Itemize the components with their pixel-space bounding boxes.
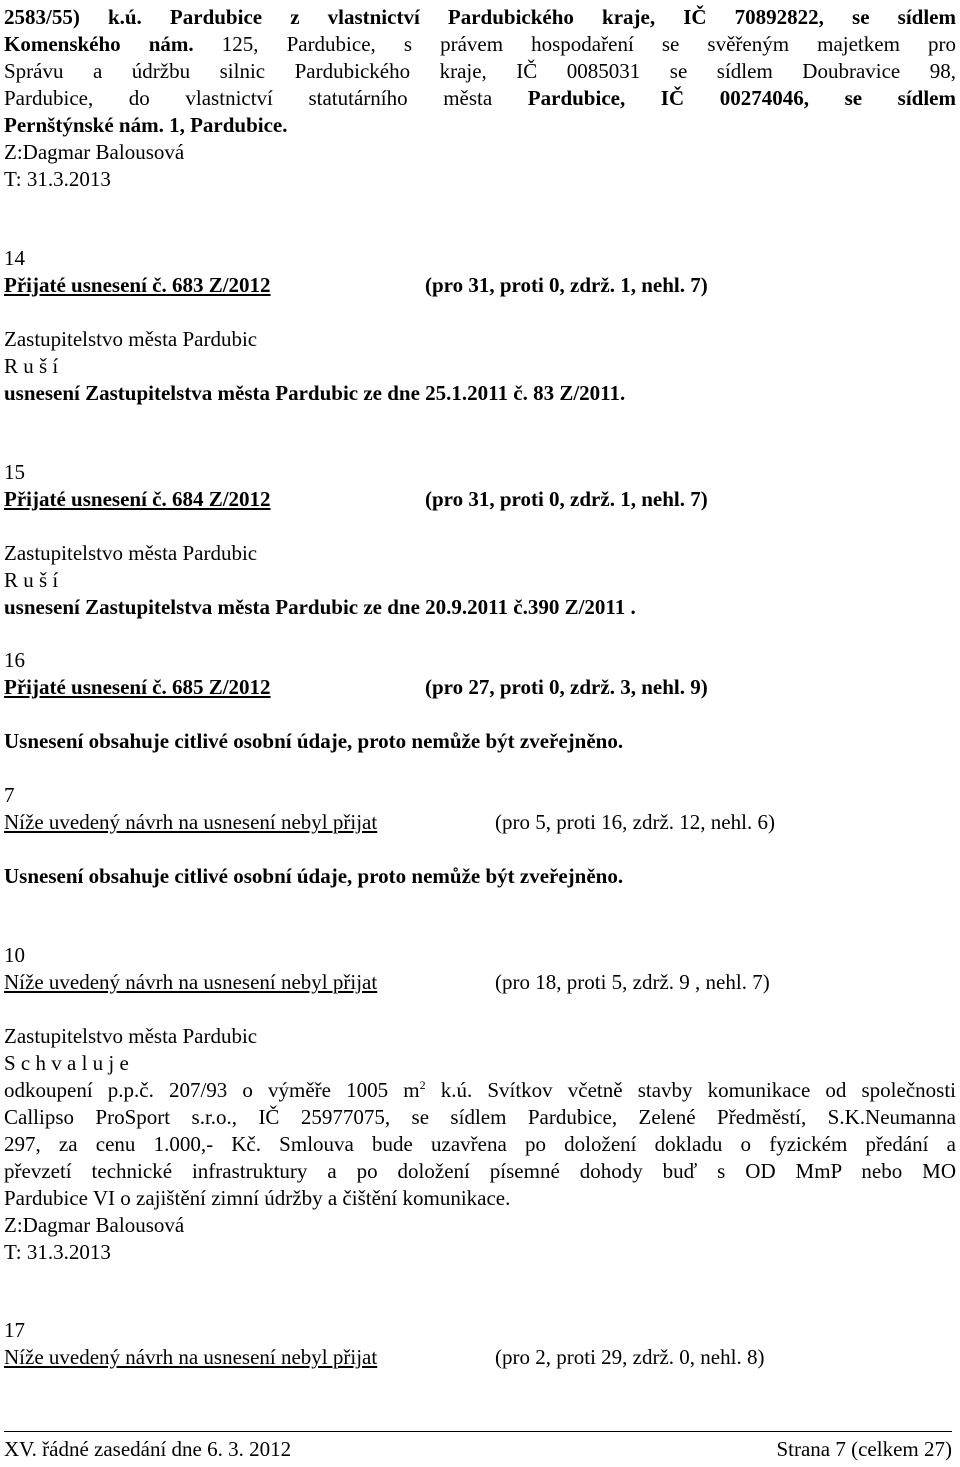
r15-action: R u š í: [4, 568, 59, 592]
r10-action: S c h v a l u j e: [4, 1051, 129, 1075]
r10-text-1a: odkoupení p.p.č. 207/93 o výměře 1005 m: [4, 1078, 420, 1102]
intro-responsible: Z:Dagmar Balousová: [4, 140, 185, 164]
r10-text-3: 297, za cenu 1.000,- Kč. Smlouva bude uzavřena po doložení dokladu o fyzickém předání a: [4, 1132, 956, 1156]
r10-text-1: [4, 1077, 956, 1103]
r15-text: usnesení Zastupitelstva města Pardubic ze dne 20.9.2011 č.390 Z/2011 .: [4, 595, 636, 619]
r7-header: [4, 809, 956, 835]
r14-number: 14: [4, 246, 25, 270]
r10-text-5: Pardubice VI o zajištění zimní údržby a čištění komunikace.: [4, 1186, 511, 1210]
r15-number: 15: [4, 460, 25, 484]
intro-line-5: Pernštýnské nám. 1, Pardubice.: [4, 113, 288, 137]
r17-vote: (pro 2, proti 29, zdrž. 0, nehl. 8): [495, 1345, 765, 1369]
r17-title: Níže uvedený návrh na usnesení nebyl přijat: [4, 1345, 378, 1369]
page-footer: [4, 1436, 952, 1462]
r10-number: 10: [4, 943, 25, 967]
r10-deadline: T: 31.3.2013: [4, 1240, 111, 1264]
r10-text-4: převzetí technické infrastruktury a po doložení písemné dohody buď s OD MmP nebo MO: [4, 1159, 956, 1183]
r10-text-2: Callipso ProSport s.r.o., IČ 25977075, se sídlem Pardubice, Zelené Předměstí, S.K.Neumanna: [4, 1105, 956, 1129]
r16-notice: Usnesení obsahuje citlivé osobní údaje, proto nemůže být zveřejněno.: [4, 729, 624, 753]
footer-session: XV. řádné zasedání dne 6. 3. 2012: [4, 1437, 292, 1461]
r10-header: [4, 969, 956, 995]
r16-vote: (pro 27, proti 0, zdrž. 3, nehl. 9): [425, 675, 708, 699]
intro-line-2: Komenského nám. 125, Pardubice, s právem hospodaření se svěřeným majetkem pro: [4, 32, 956, 56]
r7-title: Níže uvedený návrh na usnesení nebyl přijat: [4, 810, 378, 834]
r15-header: [4, 486, 956, 512]
r10-vote: (pro 18, proti 5, zdrž. 9 , nehl. 7): [495, 970, 770, 994]
r16-header: [4, 674, 956, 700]
r17-number: 17: [4, 1318, 25, 1342]
r7-number: 7: [4, 783, 15, 807]
r7-vote: (pro 5, proti 16, zdrž. 12, nehl. 6): [495, 810, 775, 834]
r14-header: [4, 272, 956, 298]
r14-vote: (pro 31, proti 0, zdrž. 1, nehl. 7): [425, 273, 708, 297]
intro-line-2-bold: Komenského nám.: [4, 32, 194, 56]
r10-responsible: Z:Dagmar Balousová: [4, 1213, 185, 1237]
intro-line-4: Pardubice, do vlastnictví statutárního města Pardubice, IČ 00274046, se sídlem: [4, 86, 956, 110]
r10-body: Zastupitelstvo města Pardubic: [4, 1024, 258, 1048]
r10-text-1-sup: 2: [419, 1078, 426, 1092]
r10-text-1b: k.ú. Svítkov včetně stavby komunikace od společnosti: [425, 1078, 956, 1102]
intro-line-1: 2583/55) k.ú. Pardubice z vlastnictví Pardubického kraje, IČ 70892822, se sídlem: [4, 5, 956, 29]
r15-title: Přijaté usnesení č. 684 Z/2012: [4, 487, 271, 511]
r10-title: Níže uvedený návrh na usnesení nebyl přijat: [4, 970, 378, 994]
footer-divider: [4, 1431, 952, 1432]
r14-body: Zastupitelstvo města Pardubic: [4, 327, 258, 351]
r16-title: Přijaté usnesení č. 685 Z/2012: [4, 675, 271, 699]
r14-text: usnesení Zastupitelstva města Pardubic ze dne 25.1.2011 č. 83 Z/2011.: [4, 381, 626, 405]
r14-action: R u š í: [4, 354, 59, 378]
r14-title: Přijaté usnesení č. 683 Z/2012: [4, 273, 271, 297]
r16-number: 16: [4, 648, 25, 672]
r17-header: [4, 1344, 956, 1370]
r15-vote: (pro 31, proti 0, zdrž. 1, nehl. 7): [425, 487, 708, 511]
intro-line-3: Správu a údržbu silnic Pardubického kraje, IČ 0085031 se sídlem Doubravice 98,: [4, 59, 956, 83]
footer-page-number: Strana 7 (celkem 27): [776, 1437, 952, 1461]
intro-deadline: T: 31.3.2013: [4, 167, 111, 191]
r15-body: Zastupitelstvo města Pardubic: [4, 541, 258, 565]
intro-line-4-bold: Pardubice, IČ 00274046, se sídlem: [527, 86, 956, 110]
r7-notice: Usnesení obsahuje citlivé osobní údaje, proto nemůže být zveřejněno.: [4, 864, 624, 888]
